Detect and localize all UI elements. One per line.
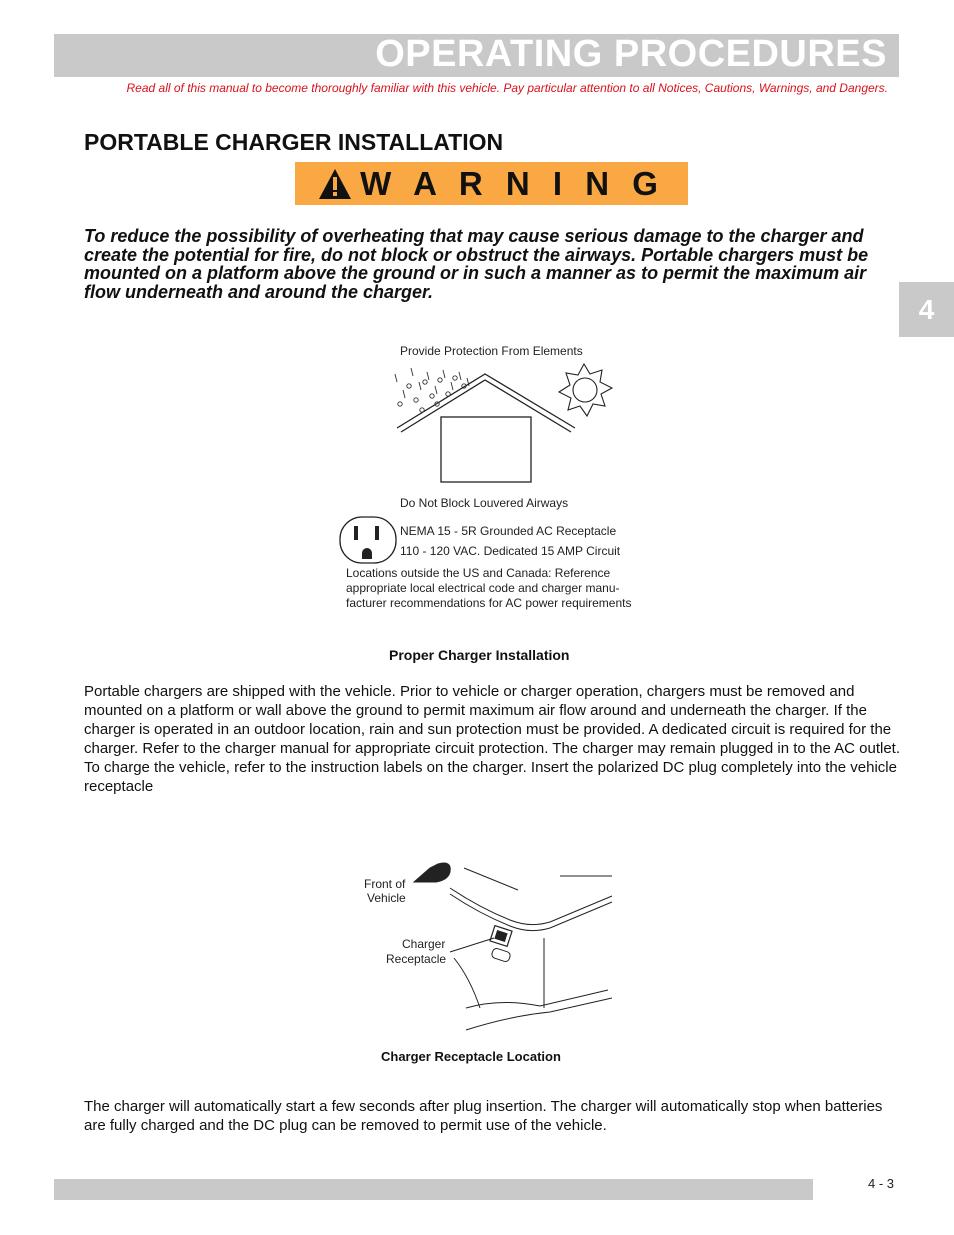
label-front-line-1: Front of (364, 877, 406, 891)
label-front-line-2: Vehicle (367, 891, 406, 905)
label-charger-line-1: Charger (402, 937, 446, 951)
chapter-tab (899, 282, 954, 337)
label-locations-line-1: Locations outside the US and Canada: Reference (346, 566, 611, 580)
label-receptacle-type: NEMA 15 - 5R Grounded AC Receptacle (400, 524, 617, 538)
paragraph-auto-stop: The charger will automatically start a few seconds after plug insertion. The charger will automatically stop when batteries are fully charged and the DC plug can be removed to permit use of the vehicle. (84, 1098, 883, 1134)
label-charger-line-2: Receptacle (386, 952, 447, 966)
label-circuit: 110 - 120 VAC. Dedicated 15 AMP Circuit (400, 544, 621, 558)
footer-bar (54, 1179, 813, 1200)
paragraph-charger-mounting: Portable chargers are shipped with the vehicle. Prior to vehicle or charger operation, chargers must be removed and mounted on a platform or wall above the ground to permit maximum air flow around and underneath the charger. If the charger is operated in an outdoor location, rain and sun protection must be provided. A dedicated circuit is required for the charger. Refer to the charger manual for appropriate circuit protection. The charger may remain plugged in to the AC outlet. To charge the vehicle, refer to the instruction labels on the charger. Insert the polarized DC plug completely into the vehicle receptacle (84, 683, 900, 795)
chapter-number: 4 (918, 293, 935, 325)
figure1-caption: Proper Charger Installation (389, 647, 570, 663)
label-provide-protection: Provide Protection From Elements (400, 344, 583, 358)
page-number: 4 - 3 (868, 1176, 895, 1191)
safety-notice: Read all of this manual to become thoroughly familiar with this vehicle. Pay particular attention to all Notices, Cautions, Warnings, and Dangers. (126, 81, 888, 95)
ac-receptacle-icon (338, 515, 398, 565)
section-title: PORTABLE CHARGER INSTALLATION (84, 129, 504, 155)
page-title: OPERATING PROCEDURES (375, 33, 887, 75)
shelter-diagram (385, 360, 625, 485)
header-bar (54, 34, 899, 77)
label-airways: Do Not Block Louvered Airways (400, 496, 569, 510)
warning-banner (295, 162, 688, 205)
label-locations-line-3: facturer recommendations for AC power requirements (346, 596, 632, 610)
warning-text: To reduce the possibility of overheating that may cause serious damage to the charger and create the potential for fire, do not block or obstruct the airways. Portable chargers must be mounted on a platform above the ground or in such a manner as to permit the maximum air flow underneath and around the charger. (84, 226, 869, 302)
label-locations-line-2: appropriate local electrical code and charger manu- (346, 581, 620, 595)
warning-triangle-icon (318, 168, 352, 200)
sun-icon (559, 364, 612, 416)
warning-label: W A R N I N G (360, 164, 665, 202)
figure2-caption: Charger Receptacle Location (381, 1049, 561, 1064)
